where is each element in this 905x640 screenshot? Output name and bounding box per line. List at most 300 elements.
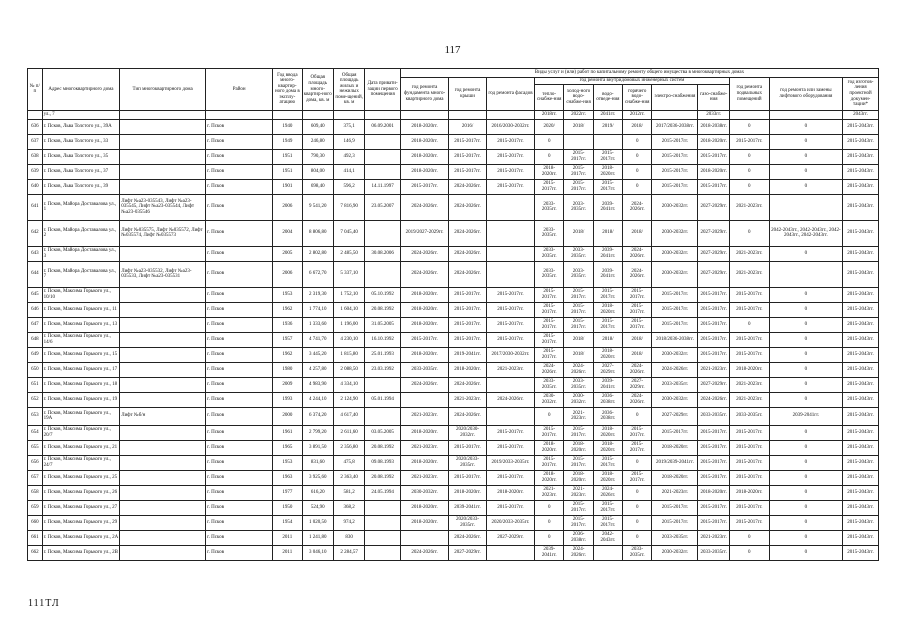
row-docs: 2015-2043гг. [843,149,879,164]
row-facade: 2016/2030-2032гг. [486,119,534,134]
row-year: 2011 [273,530,302,545]
row-district: г. Псков [206,440,273,455]
row-hot-water: 2018/ [623,119,652,134]
row-district: г. Псков [206,179,273,194]
row-power: 2027-2029гг. [652,407,698,425]
row-heat: 0 [535,515,564,530]
row-facade [486,377,534,392]
row-type [120,455,206,470]
row-gas: 2024-2026гг. [698,392,729,407]
row-facade [486,261,534,287]
row-type [120,164,206,179]
row-power: 2030-2032гг. [652,261,698,287]
row-district: г. Псков [206,455,273,470]
row-docs: 2015-2043гг. [843,347,879,362]
row-facade [486,246,534,261]
row-district: г. Псков [206,164,273,179]
row-power: 2015-2017гг. [652,134,698,149]
row-address: г. Псков, Максима Горького ул., 18 [42,377,120,392]
row-total-area: 9 541,20 [302,194,333,220]
row-drain [593,134,622,149]
continuation-docs: 2043гг. [843,110,879,119]
row-power: 2019/2039-2041гг. [652,455,698,470]
row-power: 2018-2020гг. [652,440,698,455]
col-type: Тип многоквартирного дома [120,69,206,111]
row-roof: 2016/ [449,119,487,134]
row-address: г. Псков, Майора Доставалова ул., 1 [42,194,120,220]
row-district: г. Псков [206,485,273,500]
row-hot-water: 0 [623,164,652,179]
row-district: г. Псков [206,347,273,362]
row-total-area: 1 241,80 [302,530,333,545]
table-row [28,332,879,347]
row-year: 1980 [273,362,302,377]
row-total-area: 4 983,90 [302,377,333,392]
row-number: 639 [28,164,43,179]
row-heat: 2015-2017гг. [535,287,564,302]
row-foundation: 2024-2026гг. [400,377,448,392]
row-living-area: 375,1 [333,119,364,134]
row-total-area: 8 806,80 [302,220,333,246]
row-drain: 2039-2041гг. [593,377,622,392]
row-district: г. Псков [206,261,273,287]
row-address: г. Псков, Льва Толстого ул., 37 [42,164,120,179]
row-cold-water: 2024-2026гг. [564,362,593,377]
row-privatization: 20.08.1992 [365,302,401,317]
row-basement: 0 [729,119,769,134]
row-facade [486,194,534,220]
row-living-area: 2 485,50 [333,246,364,261]
row-privatization [365,149,401,164]
table-row [28,302,879,317]
row-number: 649 [28,347,43,362]
row-total-area: 246,80 [302,134,333,149]
row-address: г. Псков, Максима Горького ул., 20/7 [42,425,120,440]
row-living-area: 2 124,90 [333,392,364,407]
row-roof: 2015-2017гг. [449,287,487,302]
row-facade [486,220,534,246]
table-row [28,347,879,362]
row-total-area: 2 799,20 [302,425,333,440]
row-hot-water: 2018/ [623,332,652,347]
row-facade: 2024-2026гг. [486,392,534,407]
col-district: Район [206,69,273,111]
row-privatization [365,261,401,287]
row-gas: 2015-2017гг. [698,347,729,362]
row-year: 1936 [273,317,302,332]
row-gas: 2015-2017гг. [698,425,729,440]
row-drain: 2018-2020гг. [593,470,622,485]
row-district: г. Псков [206,119,273,134]
row-docs: 2015-2043гг. [843,261,879,287]
row-foundation: 2018-2020гг. [400,515,448,530]
row-docs: 2015-2043гг. [843,362,879,377]
row-foundation [400,530,448,545]
row-drain: 2019/ [593,119,622,134]
row-living-area: 2 363,40 [333,470,364,485]
row-living-area: 581,2 [333,485,364,500]
row-foundation: 2021-2023гг. [400,470,448,485]
row-basement: 0 [729,545,769,560]
row-number: 641 [28,194,43,220]
row-heat: 2018-2020гг. [535,440,564,455]
row-total-area: 3 445,20 [302,347,333,362]
row-address: г. Псков, Максима Горького ул., 11 [42,302,120,317]
row-address: г. Псков, Майора Доставалова ул., 7 [42,261,120,287]
row-address: г. Псков, Максима Горького ул., 29 [42,515,120,530]
row-privatization: 16.10.1992 [365,332,401,347]
row-drain: 2018-2020гг. [593,425,622,440]
table-row [28,377,879,392]
row-hot-water: 2024-2026гг. [623,194,652,220]
row-total-area: 804,00 [302,164,333,179]
row-total-area: 3 925,60 [302,470,333,485]
row-drain: 2015-2017гг. [593,179,622,194]
row-total-area: 698,40 [302,179,333,194]
table-row [28,515,879,530]
row-district: г. Псков [206,134,273,149]
table-row [28,220,879,246]
continuation-drain: 2041гг. [593,110,622,119]
row-heat: 0 [535,500,564,515]
row-docs: 2015-2043гг. [843,287,879,302]
row-privatization: 20.08.1992 [365,440,401,455]
table-row [28,317,879,332]
row-type [120,440,206,455]
row-type [120,134,206,149]
row-lift: 2042-2043гг., 2042-2043гг., 2042-2043гг., 2042-2043гг. [769,220,842,246]
row-year: 1950 [273,500,302,515]
row-basement: 2021-2023гг. [729,392,769,407]
row-facade: 2015-2017гг. [486,164,534,179]
row-hot-water: 0 [623,134,652,149]
row-privatization: 05.01.1994 [365,392,401,407]
row-address: г. Псков, Максима Горького ул., 2В [42,545,120,560]
row-district: г. Псков [206,377,273,392]
row-foundation: 2015-2017гг. [400,332,448,347]
row-docs: 2015-2043гг. [843,194,879,220]
row-cold-water: 2021-2023гг. [564,407,593,425]
row-lift: 0 [769,377,842,392]
row-district: г. Псков [206,332,273,347]
row-total-area: 616,20 [302,485,333,500]
row-number: 659 [28,500,43,515]
row-hot-water: 0 [623,407,652,425]
table-row [28,134,879,149]
row-privatization: 09.08.1993 [365,455,401,470]
row-privatization [365,377,401,392]
document-stamp: 111ТЛ [28,598,60,609]
row-year: 2011 [273,545,302,560]
row-hot-water: 0 [623,515,652,530]
row-gas: 2033-2035гг. [698,545,729,560]
row-basement: 2015-2017гг. [729,134,769,149]
row-drain: 2039-2041гг. [593,246,622,261]
row-heat: 2015-2017гг. [535,179,564,194]
row-living-area: 5 337,10 [333,261,364,287]
row-privatization [365,545,401,560]
row-gas: 2015-2017гг. [698,455,729,470]
row-number: 637 [28,134,43,149]
row-drain: 2015-2017гг. [593,455,622,470]
row-facade: 2015-2017гг. [486,440,534,455]
col-num: № п/п [28,69,43,111]
row-heat: 0 [535,407,564,425]
row-power: 2021-2023гг. [652,485,698,500]
row-privatization [365,407,401,425]
row-type [120,317,206,332]
row-facade: 2027-2029гг. [486,530,534,545]
row-roof: 2015-2017гг. [449,134,487,149]
row-address: г. Псков, Максима Горького ул., 13 [42,317,120,332]
row-lift: 0 [769,347,842,362]
row-address: г. Псков, Максима Горького ул., 14/6 [42,332,120,347]
row-facade: 2015-2017гг. [486,149,534,164]
row-facade: 2017/2030-2032гг. [486,347,534,362]
row-roof: 2020/2033-2035гг. [449,455,487,470]
row-hot-water: 0 [623,179,652,194]
row-type [120,392,206,407]
row-address: г. Псков, Льва Толстого ул., 35 [42,149,120,164]
row-foundation: 2018-2020гг. [400,425,448,440]
row-roof: 2015-2017гг. [449,302,487,317]
row-foundation: 2019/2027-2029гг. [400,220,448,246]
row-living-area: 830 [333,530,364,545]
row-type [120,179,206,194]
row-hot-water: 2015-2017гг. [623,425,652,440]
row-address: г. Псков, Майора Доставалова ул., 2 [42,220,120,246]
continuation-heat: 2018гг. [535,110,564,119]
row-basement: 2015-2017гг. [729,425,769,440]
row-gas: 2015-2017гг. [698,179,729,194]
row-heat: 2015-2017гг. [535,455,564,470]
row-privatization [365,530,401,545]
row-power: 2015-2017гг. [652,515,698,530]
row-facade: 2015-2017гг. [486,134,534,149]
row-docs: 2015-2043гг. [843,179,879,194]
row-basement: 2015-2017гг. [729,332,769,347]
row-docs: 2015-2043гг. [843,500,879,515]
row-heat: 2018-2020гг. [535,164,564,179]
row-facade: 2020/2033-2035гг. [486,515,534,530]
row-number: 647 [28,317,43,332]
row-lift: 0 [769,302,842,317]
row-privatization: 03.05.2005 [365,425,401,440]
row-lift: 0 [769,485,842,500]
row-privatization: 31.05.2005 [365,317,401,332]
row-facade [486,545,534,560]
row-total-area: 524,90 [302,500,333,515]
row-type [120,470,206,485]
table-row [28,407,879,425]
row-roof: 2024-2026гг. [449,246,487,261]
row-privatization: 05.10.1992 [365,287,401,302]
row-power: 2030-2032гг. [652,347,698,362]
row-total-area: 4 257,80 [302,362,333,377]
row-roof: 2024-2026гг. [449,220,487,246]
row-district: г. Псков [206,392,273,407]
row-number: 653 [28,407,43,425]
row-privatization: 30.08.2006 [365,246,401,261]
row-roof: 2024-2026гг. [449,377,487,392]
row-lift [769,261,842,287]
row-lift: 0 [769,317,842,332]
table-row [28,440,879,455]
row-living-area: 2 611,60 [333,425,364,440]
row-roof: 2024-2026гг. [449,194,487,220]
row-drain: 2015-2017гг. [593,500,622,515]
row-power: 2033-2035гг. [652,377,698,392]
row-living-area: 4 617,40 [333,407,364,425]
row-docs: 2015-2043гг. [843,332,879,347]
row-lift: 0 [769,500,842,515]
col-power: электро-снабжения [652,84,698,110]
row-hot-water: 0 [623,530,652,545]
row-cold-water: 2015-2017гг. [564,455,593,470]
row-district: г. Псков [206,220,273,246]
table-row [28,455,879,470]
row-lift: 2039-2041гг. [769,407,842,425]
row-living-area: 7 816,90 [333,194,364,220]
row-drain: 2039-2041гг. [593,194,622,220]
row-hot-water: 2027-2029гг. [623,377,652,392]
row-type [120,515,206,530]
row-year: 1963 [273,470,302,485]
row-type [120,287,206,302]
row-type [120,347,206,362]
row-lift: 0 [769,425,842,440]
row-cold-water [564,134,593,149]
row-roof: 2027-2029гг. [449,545,487,560]
row-basement: 0 [729,530,769,545]
row-privatization: 06.09.2001 [365,119,401,134]
row-drain: 2042-2043гг. [593,530,622,545]
col-living-area: Общая площадь жилых и нежилых поме-щений, кв. м [333,69,364,111]
row-lift: 0 [769,470,842,485]
table-row [28,362,879,377]
row-heat: 2018-2020гг. [535,470,564,485]
row-gas: 2027-2029гг. [698,261,729,287]
row-type [120,530,206,545]
row-cold-water: 2015-2017гг. [564,425,593,440]
row-gas: 2015-2017гг. [698,500,729,515]
row-gas: 2018-2020гг. [698,134,729,149]
row-docs: 2015-2043гг. [843,220,879,246]
row-address: г. Псков, Максима Горького ул., 19А [42,407,120,425]
row-living-area: 414,1 [333,164,364,179]
row-total-area: 609,40 [302,119,333,134]
table-row [28,261,879,287]
row-power: 2030-2032гг. [652,194,698,220]
row-living-area: 7 045,40 [333,220,364,246]
row-living-area: 2 356,80 [333,440,364,455]
row-roof: 2020/2030-2032гг. [449,425,487,440]
row-foundation: 2018-2020гг. [400,164,448,179]
row-district: г. Псков [206,194,273,220]
row-hot-water: 2024-2026гг. [623,362,652,377]
row-drain: 2015-2017гг. [593,149,622,164]
row-drain: 2018-2020гг. [593,440,622,455]
row-lift [769,194,842,220]
row-roof: 2020/2033-2035гг. [449,515,487,530]
row-power: 2015-2017гг. [652,425,698,440]
row-cold-water: 2018-2020гг. [564,470,593,485]
table-row [28,470,879,485]
row-power: 2015-2017гг. [652,500,698,515]
row-drain: 2015-2017гг. [593,287,622,302]
row-total-area: 4 741,70 [302,332,333,347]
row-basement: 2021-2023гг. [729,194,769,220]
col-total-area: Общая площадь много-квартир-ного дома, кв. м [302,69,333,111]
row-cold-water: 2015-2017гг. [564,287,593,302]
row-heat: 0 [535,149,564,164]
row-hot-water: 2015-2017гг. [623,440,652,455]
row-cold-water: 2015-2017гг. [564,302,593,317]
row-type: Лифт №а23-035543, Лифт №а23-035545, Лифт №а23-035544, Лифт №а23-035546 [120,194,206,220]
page-number: 117 [444,44,461,56]
row-type [120,377,206,392]
row-number: 662 [28,545,43,560]
row-roof: 2019-2041гг. [449,347,487,362]
row-gas: 2015-2017гг. [698,332,729,347]
row-living-area: 974,2 [333,515,364,530]
row-number: 658 [28,485,43,500]
row-docs: 2015-2043гг. [843,119,879,134]
row-cold-water: 2033-2035гг. [564,194,593,220]
row-type: Лифт №б/н [120,407,206,425]
col-cold-water: холод-ного водо-снабже-ния [564,84,593,110]
row-cold-water: 2015-2017гг. [564,164,593,179]
row-heat: 2033-2035гг. [535,377,564,392]
continuation-cold: 2022гг. [564,110,593,119]
row-facade: 2019/2033-2035гг. [486,455,534,470]
row-number: 654 [28,425,43,440]
row-lift: 0 [769,545,842,560]
row-lift: 0 [769,392,842,407]
row-district: г. Псков [206,425,273,440]
row-district: г. Псков [206,246,273,261]
row-roof: 2021-2023гг. [449,392,487,407]
row-heat: 0 [535,530,564,545]
row-facade: 2018-2020гг. [486,485,534,500]
row-privatization: 23.03.1992 [365,362,401,377]
row-cold-water: 2030-2032гг. [564,392,593,407]
row-roof: 2015-2017гг. [449,164,487,179]
table-row [28,164,879,179]
row-gas: 2027-2029гг. [698,377,729,392]
row-number: 645 [28,287,43,302]
row-drain: 2015-2017гг. [593,317,622,332]
row-roof: 2024-2026гг. [449,530,487,545]
row-address: г. Псков, Максима Горького ул., 25 [42,470,120,485]
table-row [28,149,879,164]
row-privatization: 20.08.1992 [365,470,401,485]
row-address: г. Псков, Максима Горького ул., 15 [42,347,120,362]
row-hot-water: 0 [623,500,652,515]
table-row [28,530,879,545]
row-heat: 2033-2035гг. [535,194,564,220]
row-hot-water: 2015-2017гг. [623,302,652,317]
row-docs: 2015-2043гг. [843,134,879,149]
row-hot-water: 2015-2017гг. [623,287,652,302]
row-lift: 0 [769,332,842,347]
row-roof: 2015-2017гг. [449,317,487,332]
row-gas: 2015-2017гг. [698,287,729,302]
row-address: г. Псков, Максима Горького ул., 19 [42,392,120,407]
row-address: г. Псков, Максима Горького ул., 26 [42,485,120,500]
row-gas: 2027-2029гг. [698,246,729,261]
row-foundation: 2018-2020гг. [400,134,448,149]
